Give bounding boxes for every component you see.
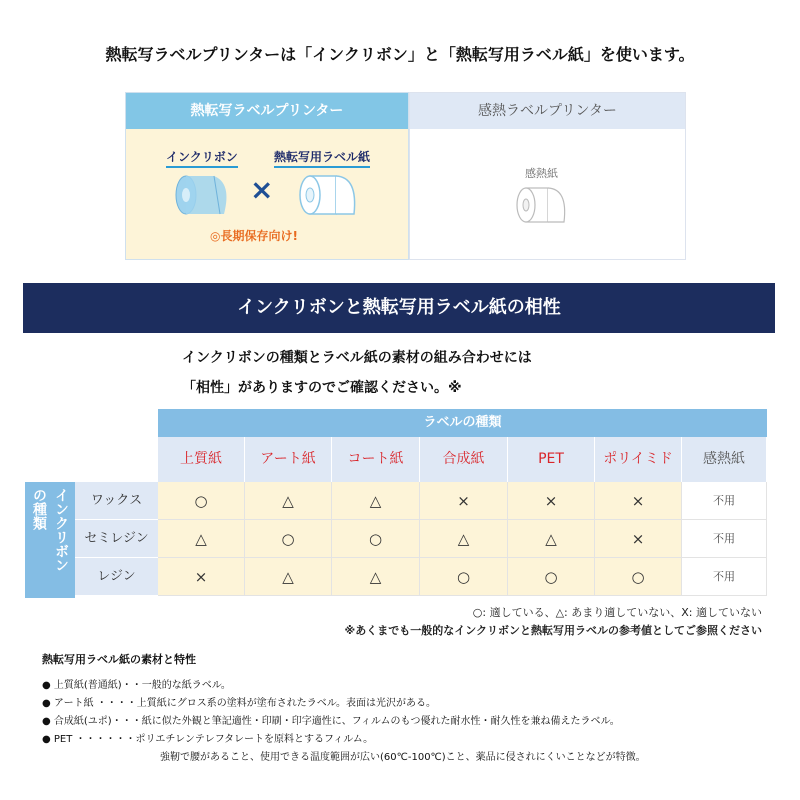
table-cell: ○ — [245, 520, 332, 558]
side-label-line-1: インクリボン — [53, 488, 69, 572]
thermal-transfer-panel — [125, 92, 409, 260]
symbol-legend: ○: 適している、△: あまり適していない、X: 適していない — [472, 606, 762, 619]
direct-thermal-title: 感熱ラベルプリンター — [410, 93, 685, 129]
list-item-continuation: 強靭で腰があること、使用できる温度範囲が広い(60℃-100℃)こと、薬品に侵されにくいことなどが特徴。 — [160, 752, 646, 763]
compatibility-banner: インクリボンと熱転写用ラベル紙の相性 — [23, 283, 775, 333]
materials-section-title: 熱転写用ラベル紙の素材と特性 — [42, 653, 196, 666]
table-cell: × — [595, 482, 682, 520]
ink-type-semi-resin: セミレジン — [75, 520, 158, 558]
material-header: ポリイミド — [595, 437, 682, 482]
label-type-header: ラベルの種類 — [158, 409, 767, 437]
material-header: 上質紙 — [158, 437, 245, 482]
reference-note: ※あくまでも一般的なインクリボンと熱転写用ラベルの参考値としてご参照ください — [344, 624, 762, 637]
subtitle-line-1: インクリボンの種類とラベル紙の素材の組み合わせには — [182, 350, 532, 366]
ink-ribbon-roll-icon — [174, 173, 234, 217]
compatibility-table — [25, 409, 767, 598]
thermal-paper-roll-icon — [514, 185, 574, 225]
headline: 熱転写ラベルプリンターは「インクリボン」と「熱転写用ラベル紙」を使います。 — [105, 45, 695, 64]
table-cell: ○ — [595, 558, 682, 596]
material-header: アート紙 — [245, 437, 332, 482]
material-header: PET — [508, 437, 595, 482]
table-cell: 不用 — [682, 558, 767, 596]
table-cell: × — [595, 520, 682, 558]
thermal-paper-label: 感熱紙 — [525, 167, 558, 180]
list-item: ● 上質紙(普通紙)・・一般的な紙ラベル。 — [42, 680, 231, 691]
thermal-transfer-title: 熱転写ラベルプリンター — [126, 93, 408, 129]
transfer-paper-label: 熱転写用ラベル紙 — [274, 148, 370, 168]
long-term-storage-note: ◎長期保存向け! — [210, 229, 298, 243]
table-cell: △ — [245, 558, 332, 596]
table-cell: △ — [420, 520, 508, 558]
ink-type-resin: レジン — [75, 558, 158, 596]
material-header: 感熱紙 — [682, 437, 767, 482]
list-item: ● PET ・・・・・・ポリエチレンテレフタレートを原料とするフィルム。 — [42, 734, 374, 745]
list-item: ● 合成紙(ユポ)・・・紙に似た外観と筆記適性・印刷・印字適性に、フィルムのもつ優れた耐水性・耐久性を兼ね備えたラベル。 — [42, 716, 620, 727]
table-cell: ○ — [332, 520, 420, 558]
table-cell: △ — [508, 520, 595, 558]
table-cell: × — [508, 482, 595, 520]
side-label-line-2: の種類 — [31, 488, 47, 530]
table-cell: 不用 — [682, 520, 767, 558]
table-cell: △ — [332, 558, 420, 596]
printer-comparison — [125, 92, 686, 260]
table-cell: △ — [158, 520, 245, 558]
table-cell: ○ — [420, 558, 508, 596]
label-paper-roll-icon — [296, 173, 366, 217]
material-header: 合成紙 — [420, 437, 508, 482]
table-cell: ○ — [508, 558, 595, 596]
table-cell: ○ — [158, 482, 245, 520]
ink-ribbon-type-side-label — [25, 482, 75, 598]
ink-ribbon-label: インクリボン — [166, 148, 238, 168]
ink-type-wax: ワックス — [75, 482, 158, 520]
table-cell: × — [420, 482, 508, 520]
direct-thermal-panel — [409, 92, 686, 260]
table-cell: × — [158, 558, 245, 596]
material-header: コート紙 — [332, 437, 420, 482]
table-cell: △ — [332, 482, 420, 520]
list-item: ● アート紙 ・・・・上質紙にグロス系の塗料が塗布されたラベル。表面は光沢がある。 — [42, 698, 436, 709]
subtitle-line-2: 「相性」がありますのでご確認ください。※ — [182, 380, 462, 396]
times-sign: × — [250, 173, 274, 206]
table-cell: 不用 — [682, 482, 767, 520]
table-cell: △ — [245, 482, 332, 520]
